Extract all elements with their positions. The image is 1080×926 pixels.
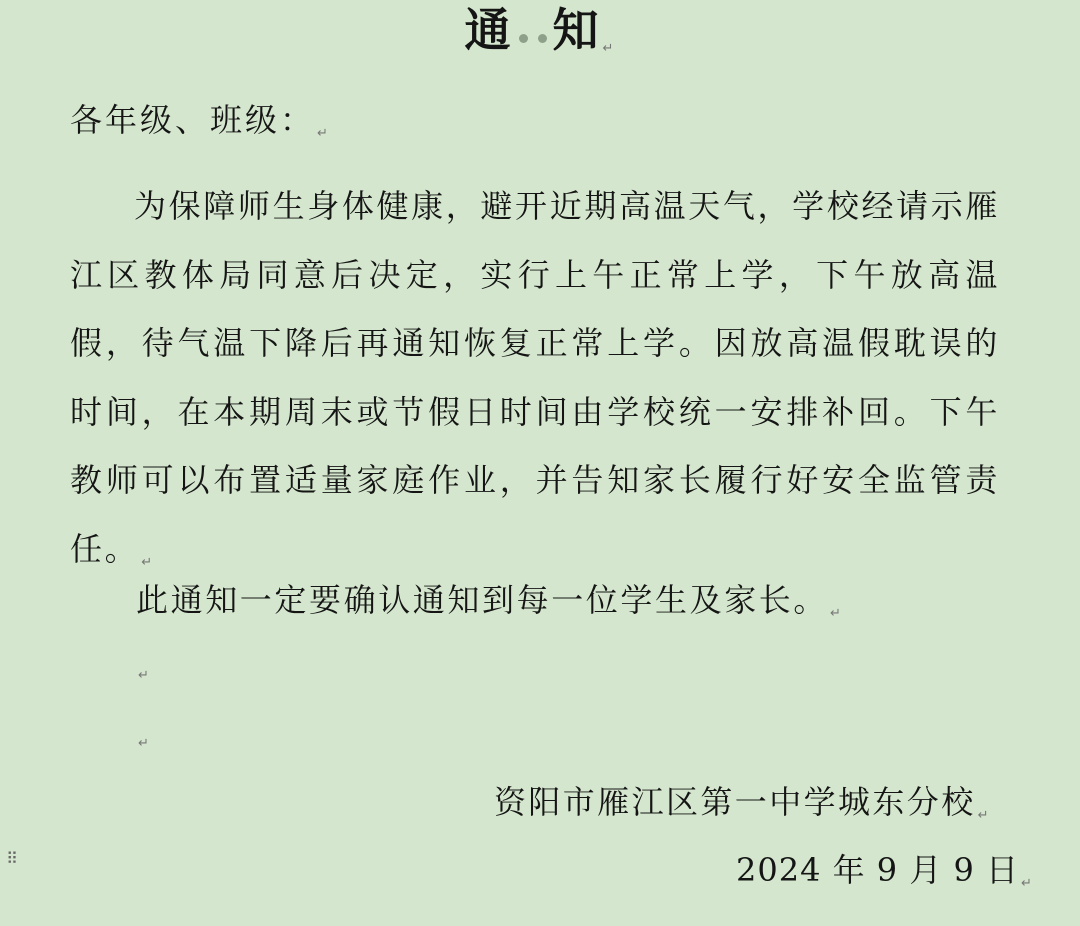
- issue-date-text: 2024 年 9 月 9 日: [736, 851, 1020, 889]
- title-char-1: 通: [464, 3, 513, 57]
- paragraph-mark: ↵: [138, 668, 149, 683]
- body-paragraph: [70, 172, 1000, 597]
- paragraph-mark: ↵: [317, 126, 331, 141]
- paragraph-mark: ↵: [141, 554, 155, 570]
- issuer-text: 资阳市雁江区第一中学城东分校: [494, 783, 976, 821]
- title-char-2: 知: [552, 3, 601, 57]
- issuer: [494, 782, 991, 836]
- salutation-text: 各年级、班级：: [70, 101, 316, 139]
- notice-title: [0, 0, 1080, 60]
- paragraph-mark: ↵: [830, 606, 844, 621]
- title-separator-dots: [513, 4, 553, 64]
- paragraph-mark: ↵: [977, 808, 991, 823]
- note-paragraph: [136, 580, 844, 634]
- body-paragraph-text: 为保障师生身体健康，避开近期高温天气，学校经请示雁江区教体局同意后决定，实行上午正常上学，下午放高温假，待气温下降后再通知恢复正常上学。因放高温假耽误的时间，在本期周末或节假日时间由学校统一安排补回。下午教师可以布置适量家庭作业，并告知家长履行好安全监管责任。: [70, 187, 1000, 568]
- note-paragraph-text: 此通知一定要确认通知到每一位学生及家长。: [136, 581, 829, 619]
- paragraph-mark: ↵: [602, 41, 616, 56]
- paragraph-mark: ↵: [1021, 876, 1033, 891]
- paragraph-mark: ↵: [138, 736, 149, 751]
- drag-handle-icon[interactable]: ⠿: [6, 849, 18, 868]
- salutation: [70, 100, 331, 154]
- issue-date: [736, 850, 1033, 904]
